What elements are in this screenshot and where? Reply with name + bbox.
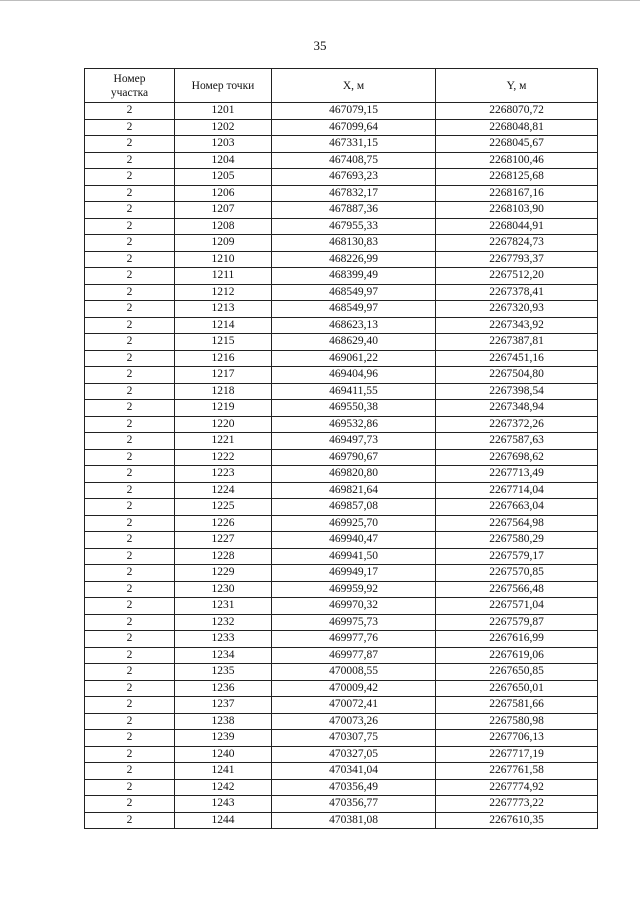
cell-x: 469532,86: [272, 416, 436, 433]
table-row: [85, 598, 598, 615]
cell-y: 2267610,35: [436, 812, 598, 829]
cell-area-number: 2: [85, 317, 175, 334]
cell-point-number: 1201: [175, 103, 272, 120]
table-row: [85, 680, 598, 697]
cell-area-number: 2: [85, 779, 175, 796]
cell-y: 2268045,67: [436, 136, 598, 153]
cell-area-number: 2: [85, 218, 175, 235]
cell-x: 469061,22: [272, 350, 436, 367]
cell-x: 469411,55: [272, 383, 436, 400]
cell-x: 469790,67: [272, 449, 436, 466]
cell-x: 469497,73: [272, 433, 436, 450]
cell-area-number: 2: [85, 664, 175, 681]
cell-y: 2267698,62: [436, 449, 598, 466]
table-row: [85, 812, 598, 829]
header-y: Y, м: [436, 69, 598, 103]
cell-area-number: 2: [85, 367, 175, 384]
cell-area-number: 2: [85, 383, 175, 400]
cell-y: 2267706,13: [436, 730, 598, 747]
table-row: [85, 152, 598, 169]
cell-point-number: 1215: [175, 334, 272, 351]
cell-point-number: 1225: [175, 499, 272, 516]
cell-point-number: 1217: [175, 367, 272, 384]
table-row: [85, 466, 598, 483]
table-row: [85, 532, 598, 549]
table-row: [85, 631, 598, 648]
cell-point-number: 1244: [175, 812, 272, 829]
table-row: [85, 400, 598, 417]
cell-x: 469970,32: [272, 598, 436, 615]
cell-point-number: 1223: [175, 466, 272, 483]
cell-point-number: 1214: [175, 317, 272, 334]
cell-point-number: 1212: [175, 284, 272, 301]
cell-x: 469977,87: [272, 647, 436, 664]
cell-y: 2267564,98: [436, 515, 598, 532]
cell-y: 2267616,99: [436, 631, 598, 648]
cell-area-number: 2: [85, 268, 175, 285]
cell-x: 470008,55: [272, 664, 436, 681]
cell-y: 2267320,93: [436, 301, 598, 318]
cell-point-number: 1210: [175, 251, 272, 268]
table-row: [85, 383, 598, 400]
table-row: [85, 713, 598, 730]
table-row: [85, 317, 598, 334]
cell-point-number: 1213: [175, 301, 272, 318]
cell-y: 2267372,26: [436, 416, 598, 433]
page-top-edge: [0, 0, 640, 1]
cell-x: 467955,33: [272, 218, 436, 235]
cell-area-number: 2: [85, 796, 175, 813]
table-row: [85, 334, 598, 351]
cell-point-number: 1232: [175, 614, 272, 631]
cell-area-number: 2: [85, 499, 175, 516]
cell-y: 2268100,46: [436, 152, 598, 169]
cell-y: 2267378,41: [436, 284, 598, 301]
cell-point-number: 1224: [175, 482, 272, 499]
table-row: [85, 136, 598, 153]
cell-area-number: 2: [85, 185, 175, 202]
cell-x: 470327,05: [272, 746, 436, 763]
cell-x: 468623,13: [272, 317, 436, 334]
table-row: [85, 763, 598, 780]
cell-y: 2267714,04: [436, 482, 598, 499]
cell-area-number: 2: [85, 730, 175, 747]
cell-area-number: 2: [85, 136, 175, 153]
cell-x: 469975,73: [272, 614, 436, 631]
cell-y: 2267774,92: [436, 779, 598, 796]
cell-point-number: 1231: [175, 598, 272, 615]
cell-x: 469857,08: [272, 499, 436, 516]
table-row: [85, 284, 598, 301]
cell-y: 2267773,22: [436, 796, 598, 813]
cell-area-number: 2: [85, 202, 175, 219]
cell-area-number: 2: [85, 235, 175, 252]
cell-x: 469925,70: [272, 515, 436, 532]
cell-x: 467887,36: [272, 202, 436, 219]
cell-area-number: 2: [85, 565, 175, 582]
cell-y: 2267570,85: [436, 565, 598, 582]
cell-point-number: 1243: [175, 796, 272, 813]
table-row: [85, 367, 598, 384]
cell-area-number: 2: [85, 169, 175, 186]
table-header-row: [85, 69, 598, 103]
cell-point-number: 1230: [175, 581, 272, 598]
cell-x: 468549,97: [272, 301, 436, 318]
cell-x: 470307,75: [272, 730, 436, 747]
cell-point-number: 1226: [175, 515, 272, 532]
cell-point-number: 1202: [175, 119, 272, 136]
cell-point-number: 1233: [175, 631, 272, 648]
cell-y: 2267650,85: [436, 664, 598, 681]
cell-x: 470356,49: [272, 779, 436, 796]
cell-x: 469550,38: [272, 400, 436, 417]
table-row: [85, 185, 598, 202]
cell-area-number: 2: [85, 350, 175, 367]
table-row: [85, 119, 598, 136]
cell-x: 470072,41: [272, 697, 436, 714]
cell-point-number: 1219: [175, 400, 272, 417]
cell-point-number: 1239: [175, 730, 272, 747]
cell-point-number: 1211: [175, 268, 272, 285]
cell-area-number: 2: [85, 152, 175, 169]
table-row: [85, 169, 598, 186]
cell-point-number: 1206: [175, 185, 272, 202]
cell-y: 2267343,92: [436, 317, 598, 334]
cell-point-number: 1222: [175, 449, 272, 466]
cell-area-number: 2: [85, 598, 175, 615]
cell-x: 470073,26: [272, 713, 436, 730]
cell-x: 467408,75: [272, 152, 436, 169]
cell-x: 470341,04: [272, 763, 436, 780]
cell-y: 2267619,06: [436, 647, 598, 664]
table-row: [85, 301, 598, 318]
cell-area-number: 2: [85, 301, 175, 318]
cell-area-number: 2: [85, 334, 175, 351]
table-row: [85, 350, 598, 367]
table-row: [85, 499, 598, 516]
cell-area-number: 2: [85, 647, 175, 664]
cell-area-number: 2: [85, 548, 175, 565]
cell-point-number: 1227: [175, 532, 272, 549]
cell-area-number: 2: [85, 284, 175, 301]
cell-y: 2267793,37: [436, 251, 598, 268]
table-row: [85, 697, 598, 714]
table-row: [85, 449, 598, 466]
cell-x: 468226,99: [272, 251, 436, 268]
cell-point-number: 1242: [175, 779, 272, 796]
cell-point-number: 1240: [175, 746, 272, 763]
cell-point-number: 1235: [175, 664, 272, 681]
cell-y: 2268103,90: [436, 202, 598, 219]
cell-point-number: 1238: [175, 713, 272, 730]
cell-point-number: 1228: [175, 548, 272, 565]
cell-point-number: 1209: [175, 235, 272, 252]
cell-x: 470356,77: [272, 796, 436, 813]
table-row: [85, 268, 598, 285]
cell-area-number: 2: [85, 763, 175, 780]
table-row: [85, 103, 598, 120]
cell-y: 2267663,04: [436, 499, 598, 516]
page-number: 35: [313, 38, 327, 53]
cell-x: 468399,49: [272, 268, 436, 285]
cell-y: 2267398,54: [436, 383, 598, 400]
header-x: X, м: [272, 69, 436, 103]
cell-y: 2267824,73: [436, 235, 598, 252]
cell-x: 469959,92: [272, 581, 436, 598]
cell-x: 469404,96: [272, 367, 436, 384]
cell-area-number: 2: [85, 746, 175, 763]
table-row: [85, 614, 598, 631]
cell-area-number: 2: [85, 631, 175, 648]
cell-y: 2267650,01: [436, 680, 598, 697]
cell-area-number: 2: [85, 515, 175, 532]
cell-area-number: 2: [85, 680, 175, 697]
cell-area-number: 2: [85, 119, 175, 136]
cell-x: 469949,17: [272, 565, 436, 582]
cell-y: 2267587,63: [436, 433, 598, 450]
cell-point-number: 1236: [175, 680, 272, 697]
header-point-number: Номер точки: [175, 69, 272, 103]
cell-point-number: 1207: [175, 202, 272, 219]
cell-area-number: 2: [85, 532, 175, 549]
table-row: [85, 482, 598, 499]
cell-x: 469821,64: [272, 482, 436, 499]
table-row: [85, 202, 598, 219]
cell-x: 469977,76: [272, 631, 436, 648]
cell-y: 2268125,68: [436, 169, 598, 186]
cell-point-number: 1237: [175, 697, 272, 714]
cell-point-number: 1203: [175, 136, 272, 153]
cell-x: 467079,15: [272, 103, 436, 120]
cell-y: 2267451,16: [436, 350, 598, 367]
cell-x: 469941,50: [272, 548, 436, 565]
table-row: [85, 581, 598, 598]
cell-point-number: 1234: [175, 647, 272, 664]
cell-y: 2267717,19: [436, 746, 598, 763]
cell-area-number: 2: [85, 614, 175, 631]
cell-x: 467693,23: [272, 169, 436, 186]
cell-point-number: 1241: [175, 763, 272, 780]
cell-x: 470009,42: [272, 680, 436, 697]
table-body: [85, 103, 598, 829]
cell-y: 2267580,29: [436, 532, 598, 549]
cell-y: 2267713,49: [436, 466, 598, 483]
table-row: [85, 251, 598, 268]
cell-x: 470381,08: [272, 812, 436, 829]
table-row: [85, 218, 598, 235]
table-row: [85, 746, 598, 763]
cell-y: 2267504,80: [436, 367, 598, 384]
cell-y: 2267512,20: [436, 268, 598, 285]
table-row: [85, 647, 598, 664]
cell-area-number: 2: [85, 251, 175, 268]
table-row: [85, 515, 598, 532]
header-area-number: [85, 69, 175, 103]
cell-area-number: 2: [85, 416, 175, 433]
cell-y: 2267579,87: [436, 614, 598, 631]
cell-y: 2268048,81: [436, 119, 598, 136]
table-row: [85, 779, 598, 796]
cell-x: 468629,40: [272, 334, 436, 351]
table-row: [85, 730, 598, 747]
cell-y: 2267761,58: [436, 763, 598, 780]
cell-point-number: 1216: [175, 350, 272, 367]
cell-y: 2267387,81: [436, 334, 598, 351]
cell-y: 2267580,98: [436, 713, 598, 730]
cell-area-number: 2: [85, 713, 175, 730]
cell-x: 467832,17: [272, 185, 436, 202]
cell-area-number: 2: [85, 103, 175, 120]
cell-y: 2267581,66: [436, 697, 598, 714]
cell-point-number: 1229: [175, 565, 272, 582]
cell-y: 2267348,94: [436, 400, 598, 417]
cell-area-number: 2: [85, 581, 175, 598]
cell-point-number: 1208: [175, 218, 272, 235]
cell-area-number: 2: [85, 466, 175, 483]
cell-point-number: 1221: [175, 433, 272, 450]
cell-y: 2268167,16: [436, 185, 598, 202]
cell-area-number: 2: [85, 482, 175, 499]
header-area-line2: участка: [110, 86, 149, 99]
table-row: [85, 416, 598, 433]
coordinates-table: [84, 68, 598, 829]
cell-area-number: 2: [85, 400, 175, 417]
cell-point-number: 1204: [175, 152, 272, 169]
cell-point-number: 1205: [175, 169, 272, 186]
cell-point-number: 1220: [175, 416, 272, 433]
table-row: [85, 433, 598, 450]
cell-area-number: 2: [85, 697, 175, 714]
table-row: [85, 664, 598, 681]
table-row: [85, 565, 598, 582]
table-row: [85, 548, 598, 565]
cell-x: 469820,80: [272, 466, 436, 483]
header-area-line1: Номер: [113, 72, 146, 85]
cell-x: 467331,15: [272, 136, 436, 153]
cell-y: 2268070,72: [436, 103, 598, 120]
cell-y: 2268044,91: [436, 218, 598, 235]
cell-area-number: 2: [85, 433, 175, 450]
cell-y: 2267566,48: [436, 581, 598, 598]
table-row: [85, 235, 598, 252]
cell-x: 467099,64: [272, 119, 436, 136]
cell-x: 469940,47: [272, 532, 436, 549]
cell-area-number: 2: [85, 449, 175, 466]
cell-y: 2267579,17: [436, 548, 598, 565]
table-row: [85, 796, 598, 813]
cell-y: 2267571,04: [436, 598, 598, 615]
cell-area-number: 2: [85, 812, 175, 829]
cell-x: 468130,83: [272, 235, 436, 252]
cell-x: 468549,97: [272, 284, 436, 301]
cell-point-number: 1218: [175, 383, 272, 400]
